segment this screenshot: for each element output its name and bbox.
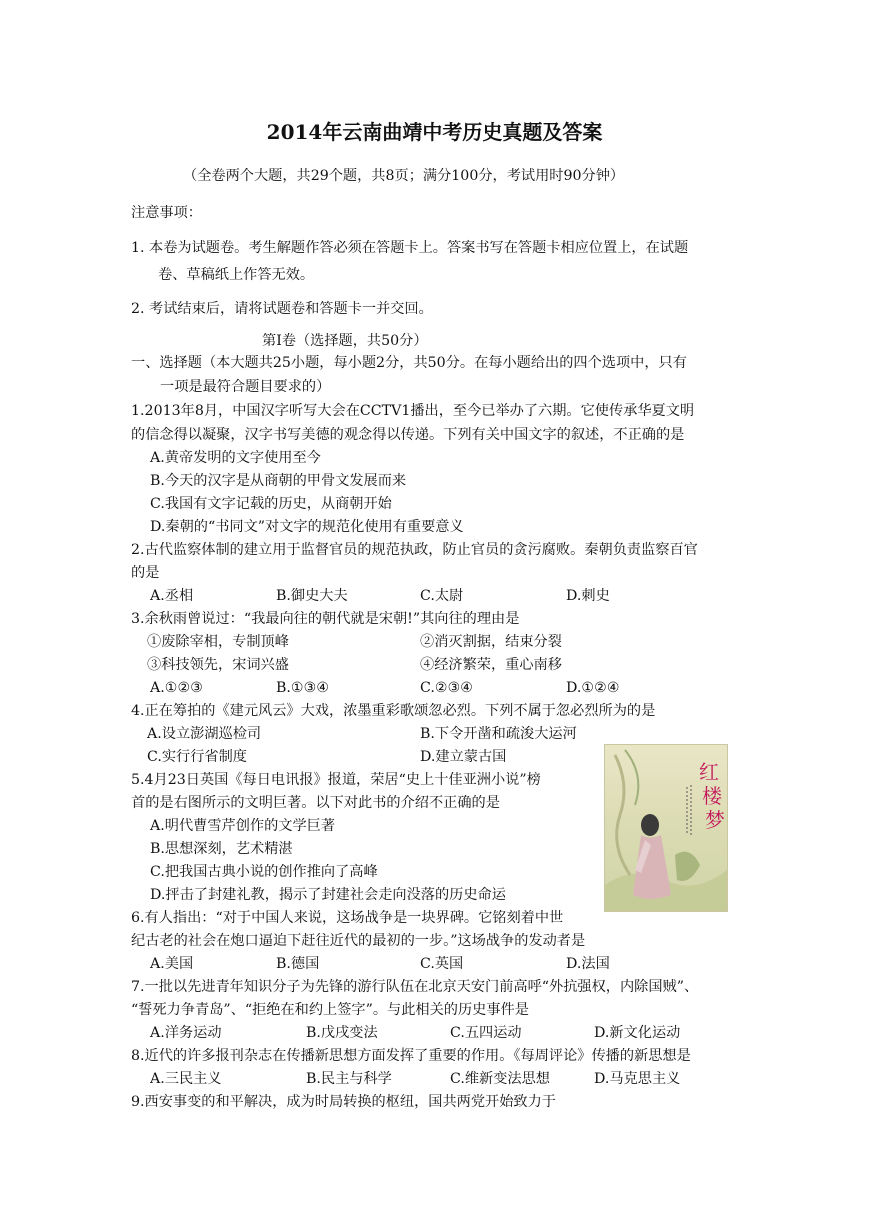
- q8-option-a: A.三民主义: [150, 1071, 222, 1087]
- q3-option-d: D.①②④: [566, 680, 620, 696]
- question-2: 2.古代监察体制的建立用于监督官员的规范执政，防止官员的贪污腐败。秦朝负责监察百官: [131, 542, 698, 558]
- question-7-cont: “誓死力争青岛”、“拒绝在和约上签字”。与此相关的历史事件是: [131, 1002, 529, 1018]
- q8-option-d: D.马克思主义: [594, 1071, 681, 1087]
- q3-option-a: A.①②③: [150, 680, 203, 696]
- q5-option-b: B.思想深刻，艺术精湛: [150, 841, 293, 857]
- q2-option-d: D.刺史: [566, 588, 610, 604]
- question-6: 6.有人指出：“对于中国人来说，这场战争是一块界碑。它铭刻着中世: [131, 910, 564, 926]
- q8-option-b: B.民主与科学: [306, 1071, 392, 1087]
- question-1: 1.2013年8月，中国汉字听写大会在CCTV1播出，至今已举办了六期。它使传承华夏文明: [131, 403, 695, 419]
- q1-option-a: A.黄帝发明的文字使用至今: [150, 450, 321, 466]
- question-5: 5.4月23日英国《每日电讯报》报道，荣居“史上十佳亚洲小说”榜: [131, 772, 541, 788]
- q7-option-c: C.五四运动: [450, 1025, 522, 1041]
- section-heading-cont: 一项是最符合题目要求的）: [160, 379, 331, 395]
- q3-option-c: C.②③④: [420, 680, 474, 696]
- q2-option-b: B.御史大夫: [276, 588, 348, 604]
- q1-option-b: B.今天的汉字是从商朝的甲骨文发展而来: [150, 473, 407, 489]
- q7-option-d: D.新文化运动: [594, 1025, 681, 1041]
- q3-option-b: B.①③④: [276, 680, 330, 696]
- book-cover-image: [604, 744, 728, 912]
- q6-option-a: A.美国: [150, 956, 194, 972]
- notice-item-2: 2. 考试结束后，请将试题卷和答题卡一并交回。: [131, 301, 433, 317]
- q1-option-d: D.秦朝的“书同文”对文字的规范化使用有重要意义: [150, 519, 464, 535]
- q2-option-a: A.丞相: [150, 588, 194, 604]
- q6-option-b: B.德国: [276, 956, 320, 972]
- question-6-cont: 纪古老的社会在炮口逼迫下赶往近代的最初的一步。”这场战争的发动者是: [131, 933, 586, 949]
- question-8: 8.近代的许多报刊杂志在传播新思想方面发挥了重要的作用。《每周评论》传播的新思想是: [131, 1048, 691, 1064]
- q1-option-c: C.我国有文字记载的历史，从商朝开始: [150, 496, 392, 512]
- q4-option-c: C.实行行省制度: [147, 749, 247, 765]
- book-cover-illustration: [605, 745, 727, 911]
- question-2-cont: 的是: [131, 565, 160, 581]
- q3-statement-3: ③科技领先，宋词兴盛: [147, 657, 289, 673]
- q8-option-c: C.维新变法思想: [450, 1071, 550, 1087]
- q5-option-a: A.明代曹雪芹创作的文学巨著: [150, 818, 336, 834]
- q6-option-d: D.法国: [566, 956, 610, 972]
- q4-option-d: D.建立蒙古国: [420, 749, 507, 765]
- q6-option-c: C.英国: [420, 956, 464, 972]
- q3-statement-4: ④经济繁荣，重心南移: [420, 657, 562, 673]
- q4-option-a: A.设立澎湖巡检司: [147, 726, 262, 742]
- question-7: 7.一批以先进青年知识分子为先锋的游行队伍在北京天安门前高呼“外抗强权，内除国贼”、: [131, 979, 699, 995]
- cover-title-char-2: 楼: [702, 784, 722, 808]
- question-9: 9.西安事变的和平解决，成为时局转换的枢纽，国共两党开始致力于: [131, 1094, 556, 1110]
- q3-statement-1: ①废除宰相，专制顶峰: [147, 634, 289, 650]
- question-1-cont: 的信念得以凝聚，汉字书写美德的观念得以传递。下列有关中国文字的叙述，不正确的是: [131, 427, 685, 443]
- cover-title-char-1: 红: [699, 760, 719, 784]
- notice-item-1-cont: 卷、草稿纸上作答无效。: [158, 267, 315, 283]
- q7-option-a: A.洋务运动: [150, 1025, 222, 1041]
- q5-option-c: C.把我国古典小说的创作推向了高峰: [150, 864, 378, 880]
- q5-option-d: D.抨击了封建礼教，揭示了封建社会走向没落的历史命运: [150, 887, 506, 903]
- volume-heading: 第Ⅰ卷（选择题，共50分）: [262, 333, 428, 349]
- exam-subtitle: （全卷两个大题，共29个题，共8页；满分100分，考试用时90分钟）: [183, 168, 625, 184]
- notice-heading: 注意事项：: [131, 205, 202, 221]
- question-4: 4.正在筹拍的《建元风云》大戏，浓墨重彩歌颂忽必烈。下列不属于忽必烈所为的是: [131, 703, 656, 719]
- q3-statement-2: ②消灭割据，结束分裂: [420, 634, 562, 650]
- question-3: 3.余秋雨曾说过：“我最向往的朝代就是宋朝!”其向往的理由是: [131, 611, 520, 627]
- section-heading: 一、选择题（本大题共25小题，每小题2分，共50分。在每小题给出的四个选项中，只有: [131, 355, 687, 371]
- q2-option-c: C.太尉: [420, 588, 464, 604]
- notice-item-1: 1. 本卷为试题卷。考生解题作答必须在答题卡上。答案书写在答题卡相应位置上，在试题: [131, 240, 689, 256]
- cover-title-char-3: 梦: [705, 808, 725, 832]
- q7-option-b: B.戊戌变法: [306, 1025, 378, 1041]
- question-5-cont: 首的是右图所示的文明巨著。以下对此书的介绍不正确的是: [131, 795, 500, 811]
- q4-option-b: B.下令开凿和疏浚大运河: [420, 726, 577, 742]
- page-title: 2014年云南曲靖中考历史真题及答案: [266, 120, 603, 144]
